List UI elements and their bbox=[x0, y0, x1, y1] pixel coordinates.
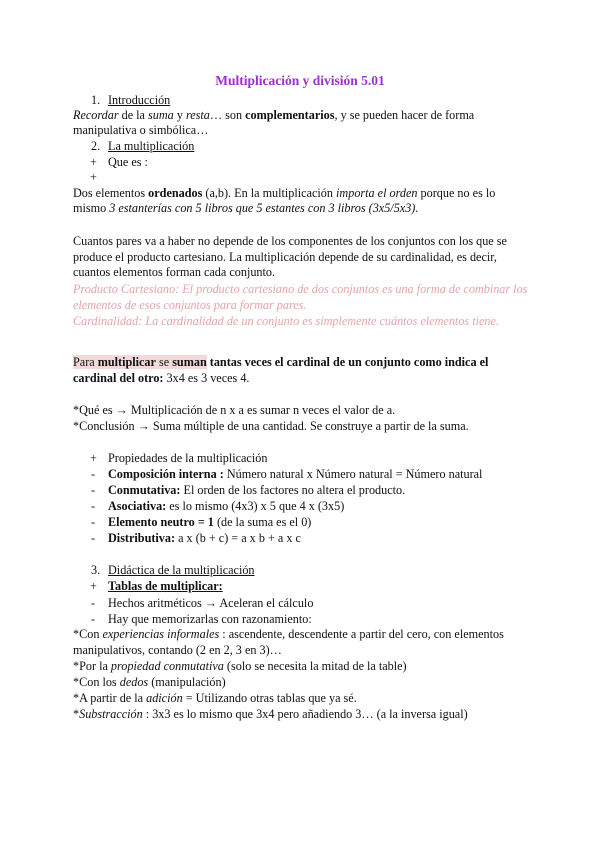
text-span: suman bbox=[172, 355, 207, 369]
conmutativa-line bbox=[73, 659, 407, 674]
definition-line-2 bbox=[73, 371, 249, 386]
section-heading-multiplicacion: La multiplicación bbox=[108, 139, 195, 153]
text-span: dedos bbox=[119, 675, 149, 689]
text-span: Para bbox=[73, 355, 98, 369]
bullet-plus: + bbox=[90, 170, 97, 184]
text-span: (de la suma es el 0) bbox=[213, 515, 312, 529]
text-span: : ascendente, descendente a partir del cero, con elementos bbox=[219, 627, 504, 641]
bullet-dash: - bbox=[91, 467, 96, 481]
text-span: importa el orden bbox=[336, 186, 418, 200]
text-span: Número natural x Número natural = Número natural bbox=[223, 467, 483, 481]
experiencias-line-2: manipulativos, contando (2 en 2, 3 en 3)… bbox=[73, 643, 282, 657]
text-span: resta bbox=[185, 108, 210, 122]
experiencias-line-1 bbox=[73, 627, 504, 642]
ordenados-line-2 bbox=[73, 201, 418, 216]
text-span: experiencias informales bbox=[102, 627, 220, 641]
text-span: Asociativa: bbox=[108, 499, 167, 513]
text-span: a x (b + c) = a x b + a x c bbox=[175, 531, 301, 545]
bullet-dash: - bbox=[91, 531, 96, 545]
property-item bbox=[108, 499, 344, 514]
text-span: adición bbox=[146, 691, 183, 705]
pares-line-2: produce el producto cartesiano. La multiplicación depende de su cardinalidad, es decir, bbox=[73, 250, 497, 264]
conclusion-line: *Conclusión → Suma múltiple de una cantidad. Se construye a partir de la suma. bbox=[73, 419, 469, 433]
text-span: *Con los bbox=[73, 675, 120, 689]
text-span: Dos elementos bbox=[73, 186, 149, 200]
text-span: de la bbox=[118, 108, 149, 122]
hechos-item: Hechos aritméticos → Aceleran el cálculo bbox=[108, 596, 314, 610]
substraccion-line bbox=[73, 707, 468, 722]
propiedades-heading: Propiedades de la multiplicación bbox=[108, 451, 268, 465]
bullet-dash: - bbox=[91, 612, 96, 626]
highlighted-text bbox=[73, 355, 207, 369]
section-number: 1. bbox=[91, 93, 101, 107]
text-span: : 3x3 es lo mismo que 3x4 pero añadiendo 3… (a la inversa igual) bbox=[142, 707, 468, 721]
text-span: Conmutativa: bbox=[108, 483, 181, 497]
text-span: Composición interna : bbox=[108, 467, 224, 481]
que-es-line: *Qué es → Multiplicación de n x a es sumar n veces el valor de a. bbox=[73, 403, 396, 417]
text-span: cardinal del otro: bbox=[73, 371, 164, 385]
tablas-heading: Tablas de multiplicar: bbox=[108, 579, 223, 593]
text-span: *Por la bbox=[73, 659, 111, 673]
bullet-dash: - bbox=[91, 596, 96, 610]
text-span: 3x4 es 3 veces 4. bbox=[163, 371, 250, 385]
dedos-line bbox=[73, 675, 226, 690]
section-heading-didactica: Didáctica de la multiplicación bbox=[108, 563, 255, 577]
intro-line-2: manipulativa o simbólica… bbox=[73, 123, 209, 137]
text-span: se bbox=[155, 355, 173, 369]
bullet-plus: + bbox=[90, 451, 97, 465]
bullet-plus: + bbox=[90, 155, 97, 169]
bullet-dash: - bbox=[91, 515, 96, 529]
text-span: Distributiva: bbox=[108, 531, 176, 545]
text-span: 3 estanterías con 5 libros que 5 estantes con 3 libros (3x5/5x3). bbox=[109, 201, 419, 215]
bullet-plus: + bbox=[90, 579, 97, 593]
section-number: 3. bbox=[91, 563, 101, 577]
text-span: es lo mismo (4x3) x 5 que 4 x (3x5) bbox=[166, 499, 345, 513]
text-span: tantas veces el cardinal de un conjunto como indica el bbox=[206, 355, 489, 369]
memorizar-item: Hay que memorizarlas con razonamiento: bbox=[108, 612, 312, 626]
adicion-line bbox=[73, 691, 357, 706]
text-span: * bbox=[73, 707, 80, 721]
text-span: multiplicar bbox=[97, 355, 156, 369]
text-span: Elemento neutro = 1 bbox=[108, 515, 214, 529]
ordenados-line-1 bbox=[73, 186, 495, 201]
text-span: Recordar bbox=[73, 108, 119, 122]
property-item bbox=[108, 531, 301, 546]
text-span: (manipulación) bbox=[148, 675, 226, 689]
cardinalidad-line: Cardinalidad: La cardinalidad de un conjunto es simplemente cuántos elementos tiene. bbox=[73, 314, 499, 328]
text-span: , y se pueden hacer de forma bbox=[334, 108, 475, 122]
pares-line-3: cuantos elementos forman cada conjunto. bbox=[73, 265, 276, 279]
section-heading-introduccion: Introducción bbox=[108, 93, 171, 107]
text-span: porque no es lo bbox=[417, 186, 496, 200]
text-span: complementarios bbox=[245, 108, 335, 122]
document-title: Multiplicación y división 5.01 bbox=[215, 73, 385, 88]
text-span: (a,b). En la multiplicación bbox=[202, 186, 337, 200]
que-es-label: Que es : bbox=[108, 155, 148, 169]
text-span: *A partir de la bbox=[73, 691, 147, 705]
property-item bbox=[108, 515, 311, 530]
text-span: = Utilizando otras tablas que ya sé. bbox=[182, 691, 357, 705]
text-span: Substracción bbox=[79, 707, 143, 721]
bullet-dash: - bbox=[91, 499, 96, 513]
text-span: El orden de los factores no altera el producto. bbox=[180, 483, 406, 497]
property-item bbox=[108, 483, 405, 498]
text-span: *Con bbox=[73, 627, 103, 641]
property-item bbox=[108, 467, 482, 482]
text-span: ordenados bbox=[148, 186, 203, 200]
text-span: propiedad conmutativa bbox=[110, 659, 224, 673]
text-span: (solo se necesita la mitad de la table) bbox=[223, 659, 407, 673]
text-span: mismo bbox=[73, 201, 110, 215]
cartesiano-line-2: elementos de esos conjuntos para formar pares. bbox=[73, 298, 307, 312]
cartesiano-line-1: Producto Cartesiano: El producto cartesiano de dos conjuntos es una forma de combinar los bbox=[73, 282, 528, 296]
text-span: y bbox=[173, 108, 186, 122]
text-span: … son bbox=[209, 108, 246, 122]
text-span: suma bbox=[148, 108, 174, 122]
bullet-dash: - bbox=[91, 483, 96, 497]
definition-line-1 bbox=[73, 355, 488, 370]
intro-line-1 bbox=[73, 108, 474, 123]
pares-line-1: Cuantos pares va a haber no depende de los componentes de los conjuntos con los que se bbox=[73, 234, 507, 248]
section-number: 2. bbox=[91, 139, 101, 153]
